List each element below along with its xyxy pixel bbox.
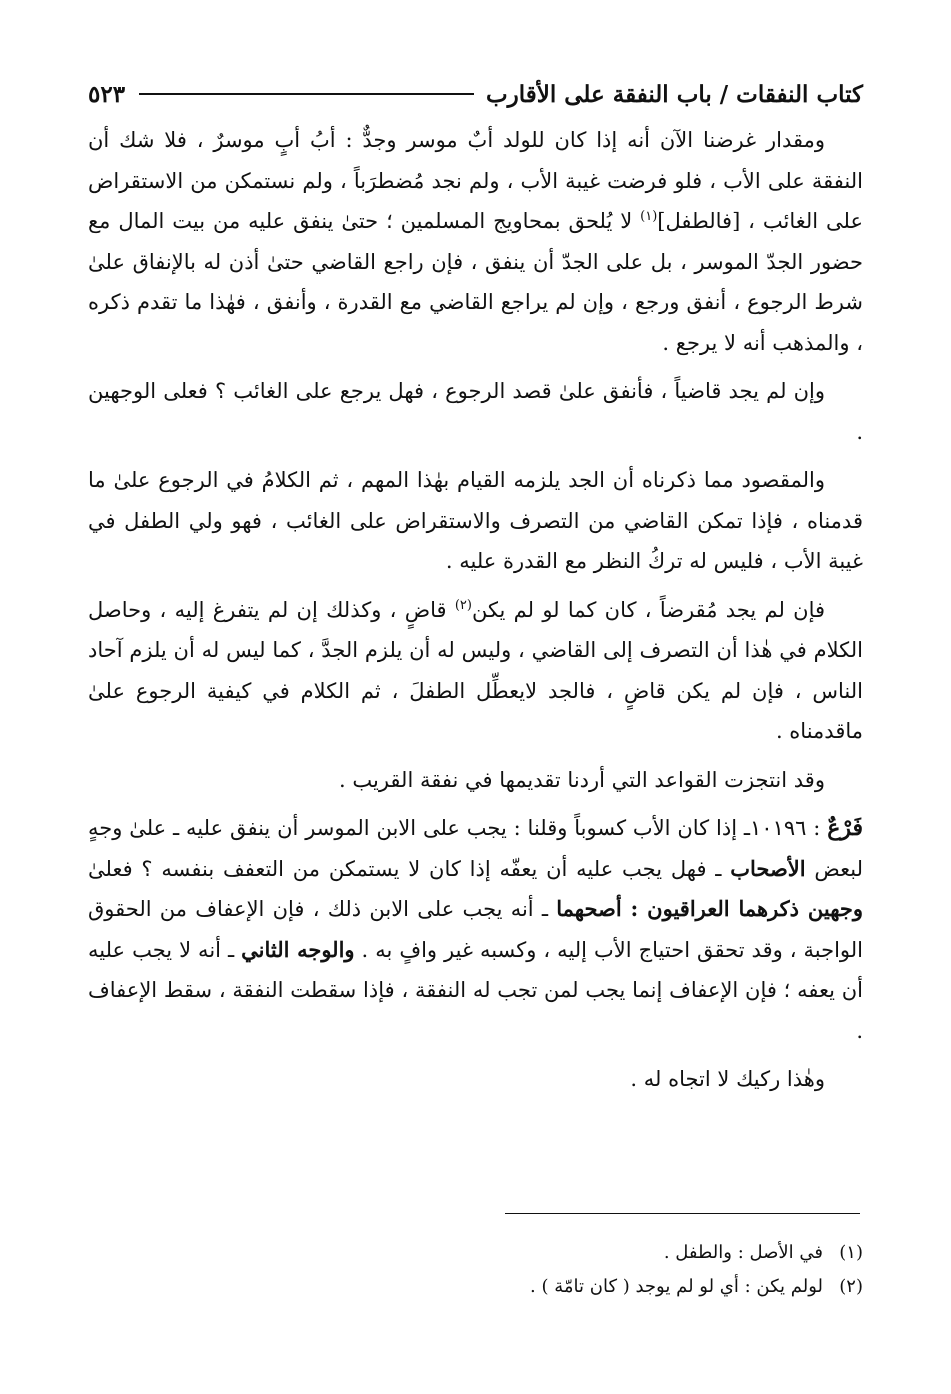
far-text-2: ـ فهل يجب عليه أن يعفّه إذا كان لا يستمكن من التعفف بنفسه ؟ فعلىٰ [88, 856, 731, 881]
footnote-marker-1[interactable]: (١) [640, 209, 658, 224]
far-bold-1: الأصحاب [730, 855, 806, 881]
footnote-2-number: (٢) [839, 1276, 863, 1297]
paragraph-3: والمقصود مما ذكرناه أن الجد يلزمه القيام بهٰذا المهم ، ثم الكلامُ في الرجوع علىٰ ما قدمناه ، فإذا تمكن القاضي من التصرف والاستقراض على الغائب ، فهو ولي الطفل في غيبة الأب ، فليس له تركُ النظر مع القدرة عليه . [88, 468, 863, 573]
footnote-2-text: لولم يكن : أي لو لم يوجد ( كان تامّة ) . [530, 1276, 823, 1297]
footnote-1-text: في الأصل : والطفل . [663, 1242, 823, 1263]
paragraph-2: وإن لم يجد قاضياً ، فأنفق علىٰ قصد الرجوع ، فهل يرجع على الغائب ؟ فعلى الوجهين . [88, 379, 863, 444]
paragraph-1-part-a: ومقدار غرضنا الآن أنه إذا كان للولد أبٌ موسر وجدٌّ : أبُ أبٍ موسرٌ ، فلا شك أن النفقة على الأب ، فلو فرضت غيبة الأب ، ولم نجد مُضطرَباً ، ولم نستمكن من الاستقراض على الغائب ، [فالطفل] [88, 128, 863, 233]
paragraph-1-part-b: لا يُلحق بمحاويج المسلمين ؛ حتىٰ ينفق عليه من بيت المال مع حضور الجدّ الموسر ، بل على الجدّ أن ينفق ، فإن راجع القاضي حتىٰ أذن له بالإنفاق علىٰ شرط الرجوع ، أنفق ورجع ، وإن لم يراجع القاضي مع القدرة ، وأنفق ، فهٰذا ما تقدم ذكره ، والمذهب أنه لا يرجع . [88, 209, 863, 355]
main-text [88, 120, 863, 1100]
paragraph-last: وهٰذا ركيك لا اتجاه له . [630, 1067, 825, 1091]
far-paragraph [88, 808, 863, 1051]
far-text-1: : ١٠١٩٦ـ إذا كان الأب كسوباً وقلنا : يجب على الابن الموسر أن ينفق عليه ـ علىٰ وجهٍ لبعض [88, 816, 863, 881]
paragraph-4 [88, 590, 863, 752]
far-text-3: ـ أنه يجب على الابن ذلك ، فإن الإعفاف من الحقوق الواجبة ، وقد تحقق احتياج الأب إليه ، وكسبه غير وافٍ به . [88, 897, 864, 962]
far-text-4: ـ أنه لا يجب عليه أن يعفه ؛ فإن الإعفاف إنما يجب لمن تجب له النفقة ، فإذا سقطت النفقة ، سقط الإعفاف . [88, 937, 863, 1043]
paragraph-1 [88, 120, 863, 363]
page-number: ٥٢٣ [88, 80, 126, 108]
footnote-marker-2[interactable]: (٢) [454, 597, 472, 613]
paragraph-4-part-a: فإن لم يجد مُقرضاً ، كان كما لو لم يكن [471, 597, 826, 622]
far-bold-2: وجهين ذكرهما العراقيون : أصحهما [556, 896, 864, 921]
footnote-separator [505, 1213, 860, 1214]
header-title: كتاب النفقات / باب النفقة على الأقارب [485, 80, 863, 108]
far-bold-3: والوجه الثاني [241, 936, 355, 962]
paragraph-4-part-b: قاضٍ ، وكذلك إن لم يتفرغ إليه ، وحاصل الكلام في هٰذا أن التصرف إلى القاضي ، وليس له أن يلزم الجدَّ ، كما ليس له أن يلزم آحاد الناس ، فإن لم يكن قاضٍ ، فالجد لايعطِّل الطفلَ ، ثم الكلام في كيفية الرجوع علىٰ ماقدمناه . [88, 597, 863, 743]
footnote-2 [88, 1270, 863, 1304]
running-header [88, 72, 863, 116]
header-rule [139, 93, 474, 95]
footnotes [88, 1236, 863, 1304]
far-label: فَرْعٌ [827, 815, 863, 841]
page [88, 72, 863, 1108]
footnote-1-number: (١) [839, 1242, 863, 1263]
footnote-1 [88, 1236, 863, 1270]
paragraph-5: وقد انتجزت القواعد التي أردنا تقديمها في نفقة القريب . [339, 767, 825, 792]
